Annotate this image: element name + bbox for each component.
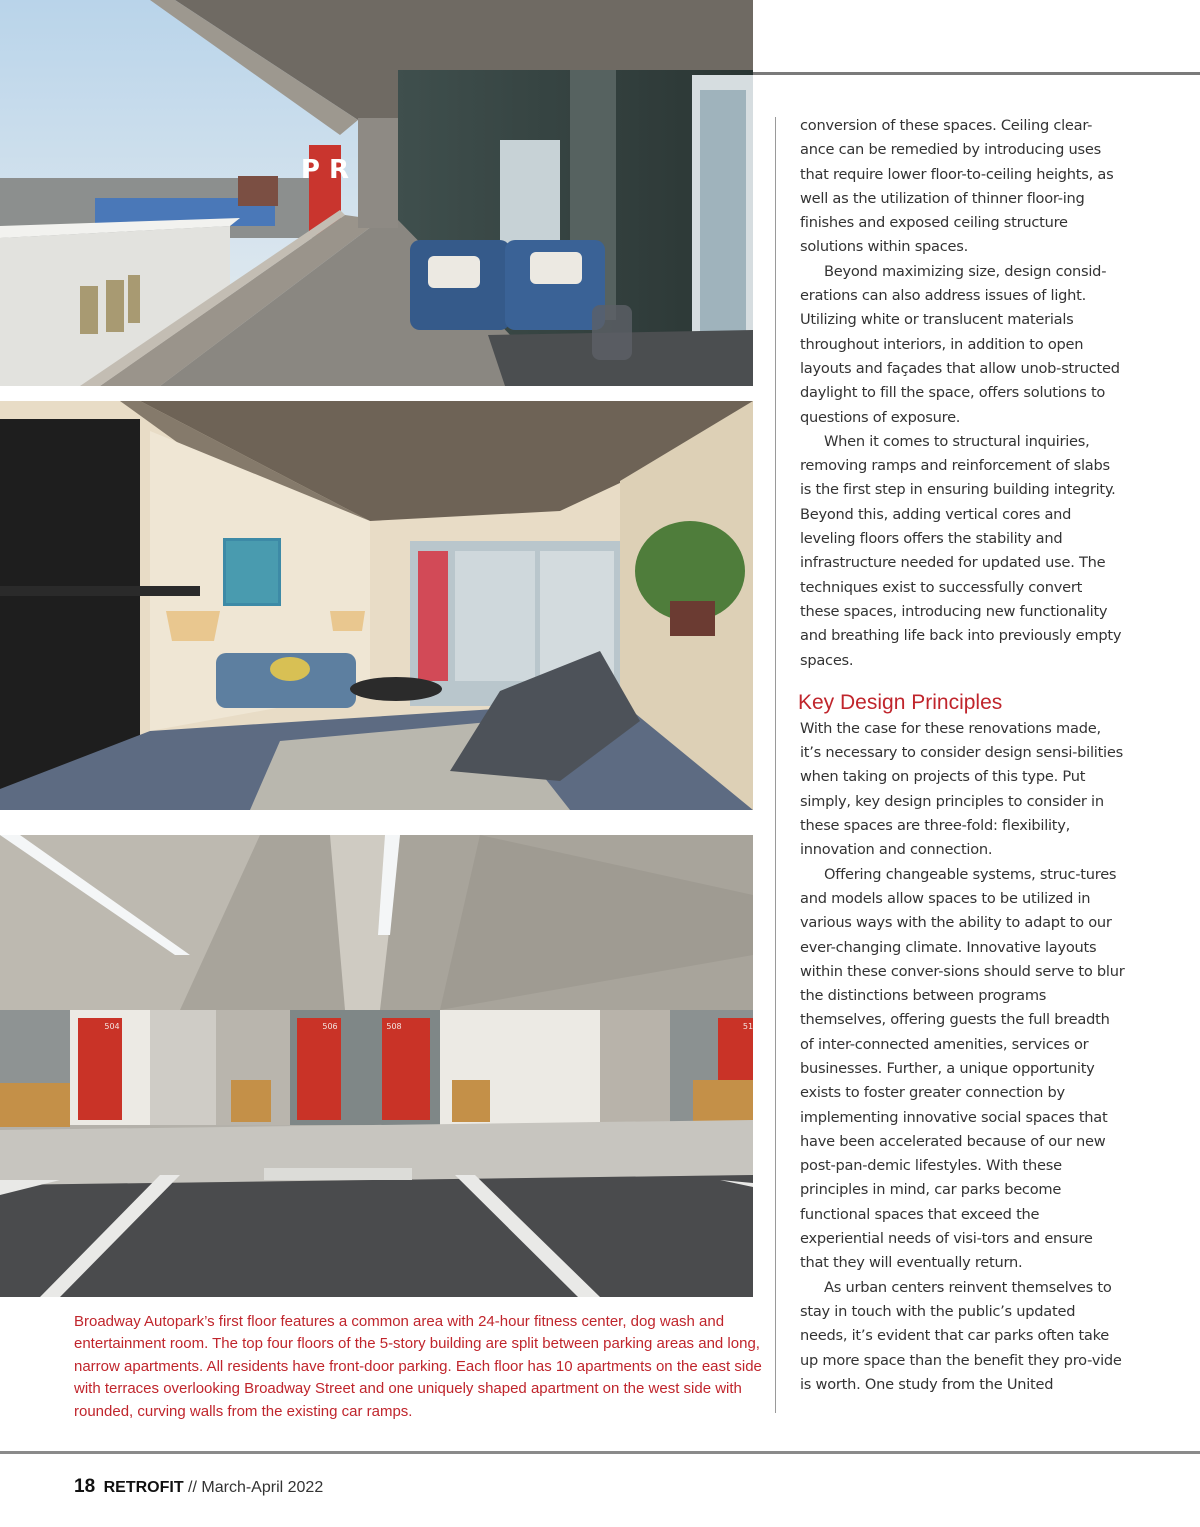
page-footer xyxy=(74,1476,323,1498)
garage-photo xyxy=(0,835,753,1297)
article-paragraph: Offering changeable systems, struc-tures and models allow spaces to be utilized in various ways with the ability to adapt to our ever-changing climate. Innovative layouts within these conver-sions should serve to blur the distinctions between programs themselves, offering guests the full breadth of inter-connected amenities, services or businesses. Further, a unique opportunity exists to foster greater connection by implementing innovative social spaces that have been accelerated because of our new post-pan-demic lifestyles. With these principles in mind, car parks become functional spaces that exceed the experiential needs of visi-tors and ensure that they will eventually return. xyxy=(800,865,1125,1272)
column-rule xyxy=(775,117,776,1413)
living-room-photo xyxy=(0,401,753,810)
footer-separator: // xyxy=(188,1479,197,1496)
article-paragraph: As urban centers reinvent themselves to stay in touch with the public’s updated needs, it’s evident that car parks often take up more space than the benefit they pro-vide is worth. One study from the United xyxy=(800,1278,1122,1393)
article-paragraph: When it comes to structural inquiries, removing ramps and reinforcement of slabs is the first step in ensuring building integrity. Beyond this, adding vertical cores and leveling floors offers the stability and infrastructure needed for updated use. The techniques exist to successfully convert these spaces, introducing new functionality and breathing life back into previously empty spaces. xyxy=(800,432,1122,669)
section-heading: Key Design Principles xyxy=(798,690,1003,714)
photo-caption: Broadway Autopark’s first floor features a common area with 24-hour fitness center, dog wash and entertainment room. The top four floors of the 5-story building are split between parking areas and long, narrow apartments. All residents have front-door parking. Each floor has 10 apartments on the east side with terraces overlooking Broadway Street and one uniquely shaped apartment on the west side with rounded, curving walls from the existing car ramps. xyxy=(74,1313,762,1420)
door-number-506: 506 xyxy=(322,1022,338,1031)
issue-date: March-April 2022 xyxy=(201,1479,324,1496)
article-column xyxy=(800,114,1125,1397)
article-paragraph: With the case for these renovations made, it’s necessary to consider design sensi-bilities when taking on projects of this type. Put simply, key design principles to consider in these spaces are three-fold: flexibility, innovation and connection. xyxy=(800,719,1123,859)
door-number-510: 51 xyxy=(742,1022,753,1031)
page-number: 18 xyxy=(74,1476,96,1497)
balcony-photo xyxy=(0,0,753,386)
article-paragraph: conversion of these spaces. Ceiling clear-ance can be remedied by introducing uses that require lower floor-to-ceiling heights, as well as the utilization of thinner floor-ing finishes and exposed ceiling structure solutions within spaces. xyxy=(800,117,1114,256)
article-paragraph: Beyond maximizing size, design consid-erations can also address issues of light. Utilizing white or translucent materials throughout interiors, in addition to open layouts and façades that allow unob-structed daylight to fill the space, offers solutions to questions of exposure. xyxy=(800,262,1120,426)
footer-rule xyxy=(0,1451,1200,1454)
door-number-508: 508 xyxy=(386,1022,402,1031)
top-rule xyxy=(753,72,1200,75)
sign-letters: P R xyxy=(300,155,350,185)
door-number-504: 504 xyxy=(104,1022,120,1031)
magazine-name: RETROFIT xyxy=(103,1479,184,1496)
